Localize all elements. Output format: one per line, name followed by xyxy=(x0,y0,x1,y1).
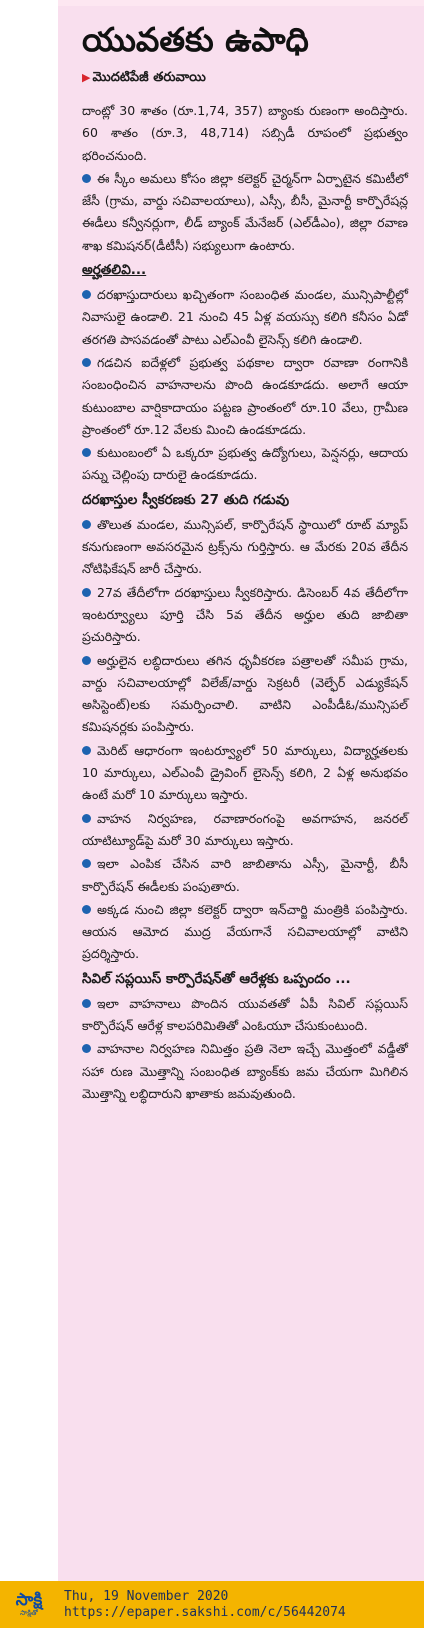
process-item-text: మెరిట్ ఆధారంగా ఇంటర్వ్యూలో 50 మార్కులు, విద్యార్హతలకు 10 మార్కులు, ఎల్‌ఎంవీ డ్రైవింగ్ లైసెన్స్ కలిగి, 2 ఏళ్ల అనుభవం ఉంటే మరో 10 మార్కులు ఇస్తారు. xyxy=(82,742,408,803)
eligibility-item-text: కుటుంబంలో ఏ ఒక్కరూ ప్రభుత్వ ఉద్యోగులు, పెన్షనర్లు, ఆదాయ పన్ను చెల్లింపు దారులై ఉండకూడదు. xyxy=(82,445,408,483)
process-item xyxy=(82,582,408,649)
bullet-dot-icon xyxy=(82,358,91,367)
process-item-text: ఇలా ఎంపిక చేసిన వారి జాబితాను ఎస్సీ, మైనార్టీ, బీసీ కార్పొరేషన్ ఈడీలకు పంపుతారు. xyxy=(82,856,408,894)
continued-from-text: మొదటిపేజీ తరువాయి xyxy=(92,70,206,85)
bullet-dot-icon xyxy=(82,999,91,1008)
section-eligibility-title-text: అర్హతలివి... xyxy=(82,262,147,279)
section-deadline-title: దరఖాస్తుల స్వీకరణకు 27 తుది గడువు xyxy=(82,491,290,508)
section-eligibility-title xyxy=(82,259,408,281)
process-item-text: అర్హులైన లబ్ధిదారులు తగిన ధృవీకరణ పత్రాలతో సమీప గ్రామ, వార్డు సచివాలయాల్లో విలేజ్/వార్డు సెక్రటరీ (వెల్ఫేర్ ఎడ్యుకేషన్ అసిస్టెంట్)లకు సమర్పించాలి. వాటిని ఎంపీడీఓ/మున్సిపల్ కమిషనర్లకు పంపిస్తారు. xyxy=(82,652,408,735)
sakshi-logo xyxy=(0,1581,58,1628)
eligibility-item xyxy=(82,352,408,441)
process-item-text: 27వ తేదీలోగా దరఖాస్తులు స్వీకరిస్తారు. డిసెంబర్ 4వ తేదీలోగా ఇంటర్వ్యూలు పూర్తి చేసి 5వ తేదీన అర్హుల తుది జాబితా ప్రచురిస్తారు. xyxy=(82,584,408,645)
process-item xyxy=(82,853,408,898)
agreement-item-text: వాహనాల నిర్వహణ నిమిత్తం ప్రతి నెలా ఇచ్చే మొత్తంలో వడ్డీతో సహా రుణ మొత్తాన్ని సంబంధిత బ్యాంక్‌కు జమ చేయగా మిగిలిన మొత్తాన్ని లబ్ధిదారుని ఖాతాకు జమవుతుంది. xyxy=(82,1041,408,1101)
headline: యువతకు ఉపాధి xyxy=(82,20,309,59)
eligibility-item-text: గడచిన ఐదేళ్లలో ప్రభుత్వ పథకాల ద్వారా రవాణా రంగానికి సంబంధించిన వాహనాలను పొంది ఉండకూడదు. అలాగే ఆయా కుటుంబాల వార్షికాదాయం పట్టణ ప్రాంతంలో రూ.10 వేలు, గ్రామీణ ప్రాంతంలో రూ.12 వేలకు మించి ఉండకూడదు. xyxy=(82,354,408,437)
epaper-url[interactable]: https://epaper.sakshi.com/c/56442074 xyxy=(64,1604,346,1620)
process-item-text: తొలుత మండల, మున్సిపల్, కార్పొరేషన్ స్థాయిలో రూట్ మ్యాప్ కనుగుణంగా అవసరమైన ట్రక్స్‌ను గుర్తిస్తారు. ఆ మేరకు 20వ తేదీన నోటిఫికేషన్ జారీ చేస్తారు. xyxy=(82,516,408,577)
bullet-dot-icon xyxy=(82,588,91,597)
article-panel xyxy=(58,6,424,1581)
eligibility-item xyxy=(82,284,408,351)
bullet-dot-icon xyxy=(82,448,91,457)
continued-from xyxy=(82,70,408,88)
eligibility-item xyxy=(82,442,408,487)
triangle-marker-icon: ▶ xyxy=(82,71,91,84)
bullet-dot-icon xyxy=(82,656,91,665)
process-item-text: అక్కడ నుంచి జిల్లా కలెక్టర్ ద్వారా ఇన్‌చార్జి మంత్రికి పంపిస్తారు. ఆయన ఆమోద ముద్ర వేయగానే సచివాలయాల్లో వాటిని ప్రదర్శిస్తారు. xyxy=(82,901,408,962)
process-item xyxy=(82,808,408,853)
bullet-dot-icon xyxy=(82,290,91,299)
process-item xyxy=(82,650,408,739)
intro-bullet-text: ఈ స్కీం అమలు కోసం జిల్లా కలెక్టర్ చైర్మన్‌గా ఏర్పాటైన కమిటీలో జేసీ (గ్రామ, వార్డు సచివాలయాలు), ఎస్సీ, బీసీ, మైనార్టీ కార్పొరేషన్ల ఈడీలు కన్వీనర్లుగా, లీడ్ బ్యాంక్ మేనేజర్ (ఎల్‌డీఎం), జిల్లా రవాణ శాఖ కమిషనర్(డీటీసీ) సభ్యులుగా ఉంటారు. xyxy=(82,170,408,253)
logo-subtext: సాక్షితో xyxy=(20,1609,38,1617)
bullet-dot-icon xyxy=(82,1044,91,1053)
bullet-dot-icon xyxy=(82,174,91,183)
bullet-dot-icon xyxy=(82,905,91,914)
footer-meta xyxy=(58,1589,346,1621)
logo-text: సాక్షి xyxy=(15,1590,43,1610)
process-item-text: వాహన నిర్వహణ, రవాణారంగంపై అవగాహన, జనరల్ యాటిట్యూడ్‌పై మరో 30 మార్కులు ఇస్తారు. xyxy=(82,810,408,848)
publication-date: Thu, 19 November 2020 xyxy=(64,1588,229,1604)
bullet-dot-icon xyxy=(82,859,91,868)
bullet-dot-icon xyxy=(82,814,91,823)
intro-bullet-item xyxy=(82,168,408,257)
footer-bar xyxy=(0,1581,424,1628)
bullet-dot-icon xyxy=(82,746,91,755)
agreement-item-text: ఇలా వాహనాలు పొందిన యువతతో ఏపీ సివిల్ సప్లయిస్ కార్పొరేషన్ ఆరేళ్ల కాలపరిమితితో ఎంఓయూ చేసుకుంటుంది. xyxy=(82,995,408,1033)
process-item xyxy=(82,514,408,581)
process-item xyxy=(82,740,408,807)
agreement-item xyxy=(82,1038,408,1105)
bullet-dot-icon xyxy=(82,520,91,529)
intro-paragraph: దాంట్లో 30 శాతం (రూ.1,74, 357) బ్యాంకు రుణంగా అందిస్తారు. 60 శాతం (రూ.3, 48,714) సబ్సిడీ రూపంలో ప్రభుత్వం భరించనుంది. xyxy=(82,103,408,163)
section-agreement-title: సివిల్ సప్లయిస్ కార్పొరేషన్‌తో ఆరేళ్లకు ఒప్పందం ... xyxy=(82,970,351,987)
process-item xyxy=(82,899,408,966)
eligibility-item-text: దరఖాస్తుదారులు ఖచ్చితంగా సంబంధిత మండల, మున్సిపాల్టీల్లో నివాసులై ఉండాలి. 21 నుంచి 45 ఏళ్ల వయస్సు కలిగి కనీసం ఏడో తరగతి పాసవడంతో పాటు ఎల్‌ఎంవీ లైసెన్స్ కలిగి ఉండాలి. xyxy=(82,287,408,347)
agreement-item xyxy=(82,993,408,1038)
